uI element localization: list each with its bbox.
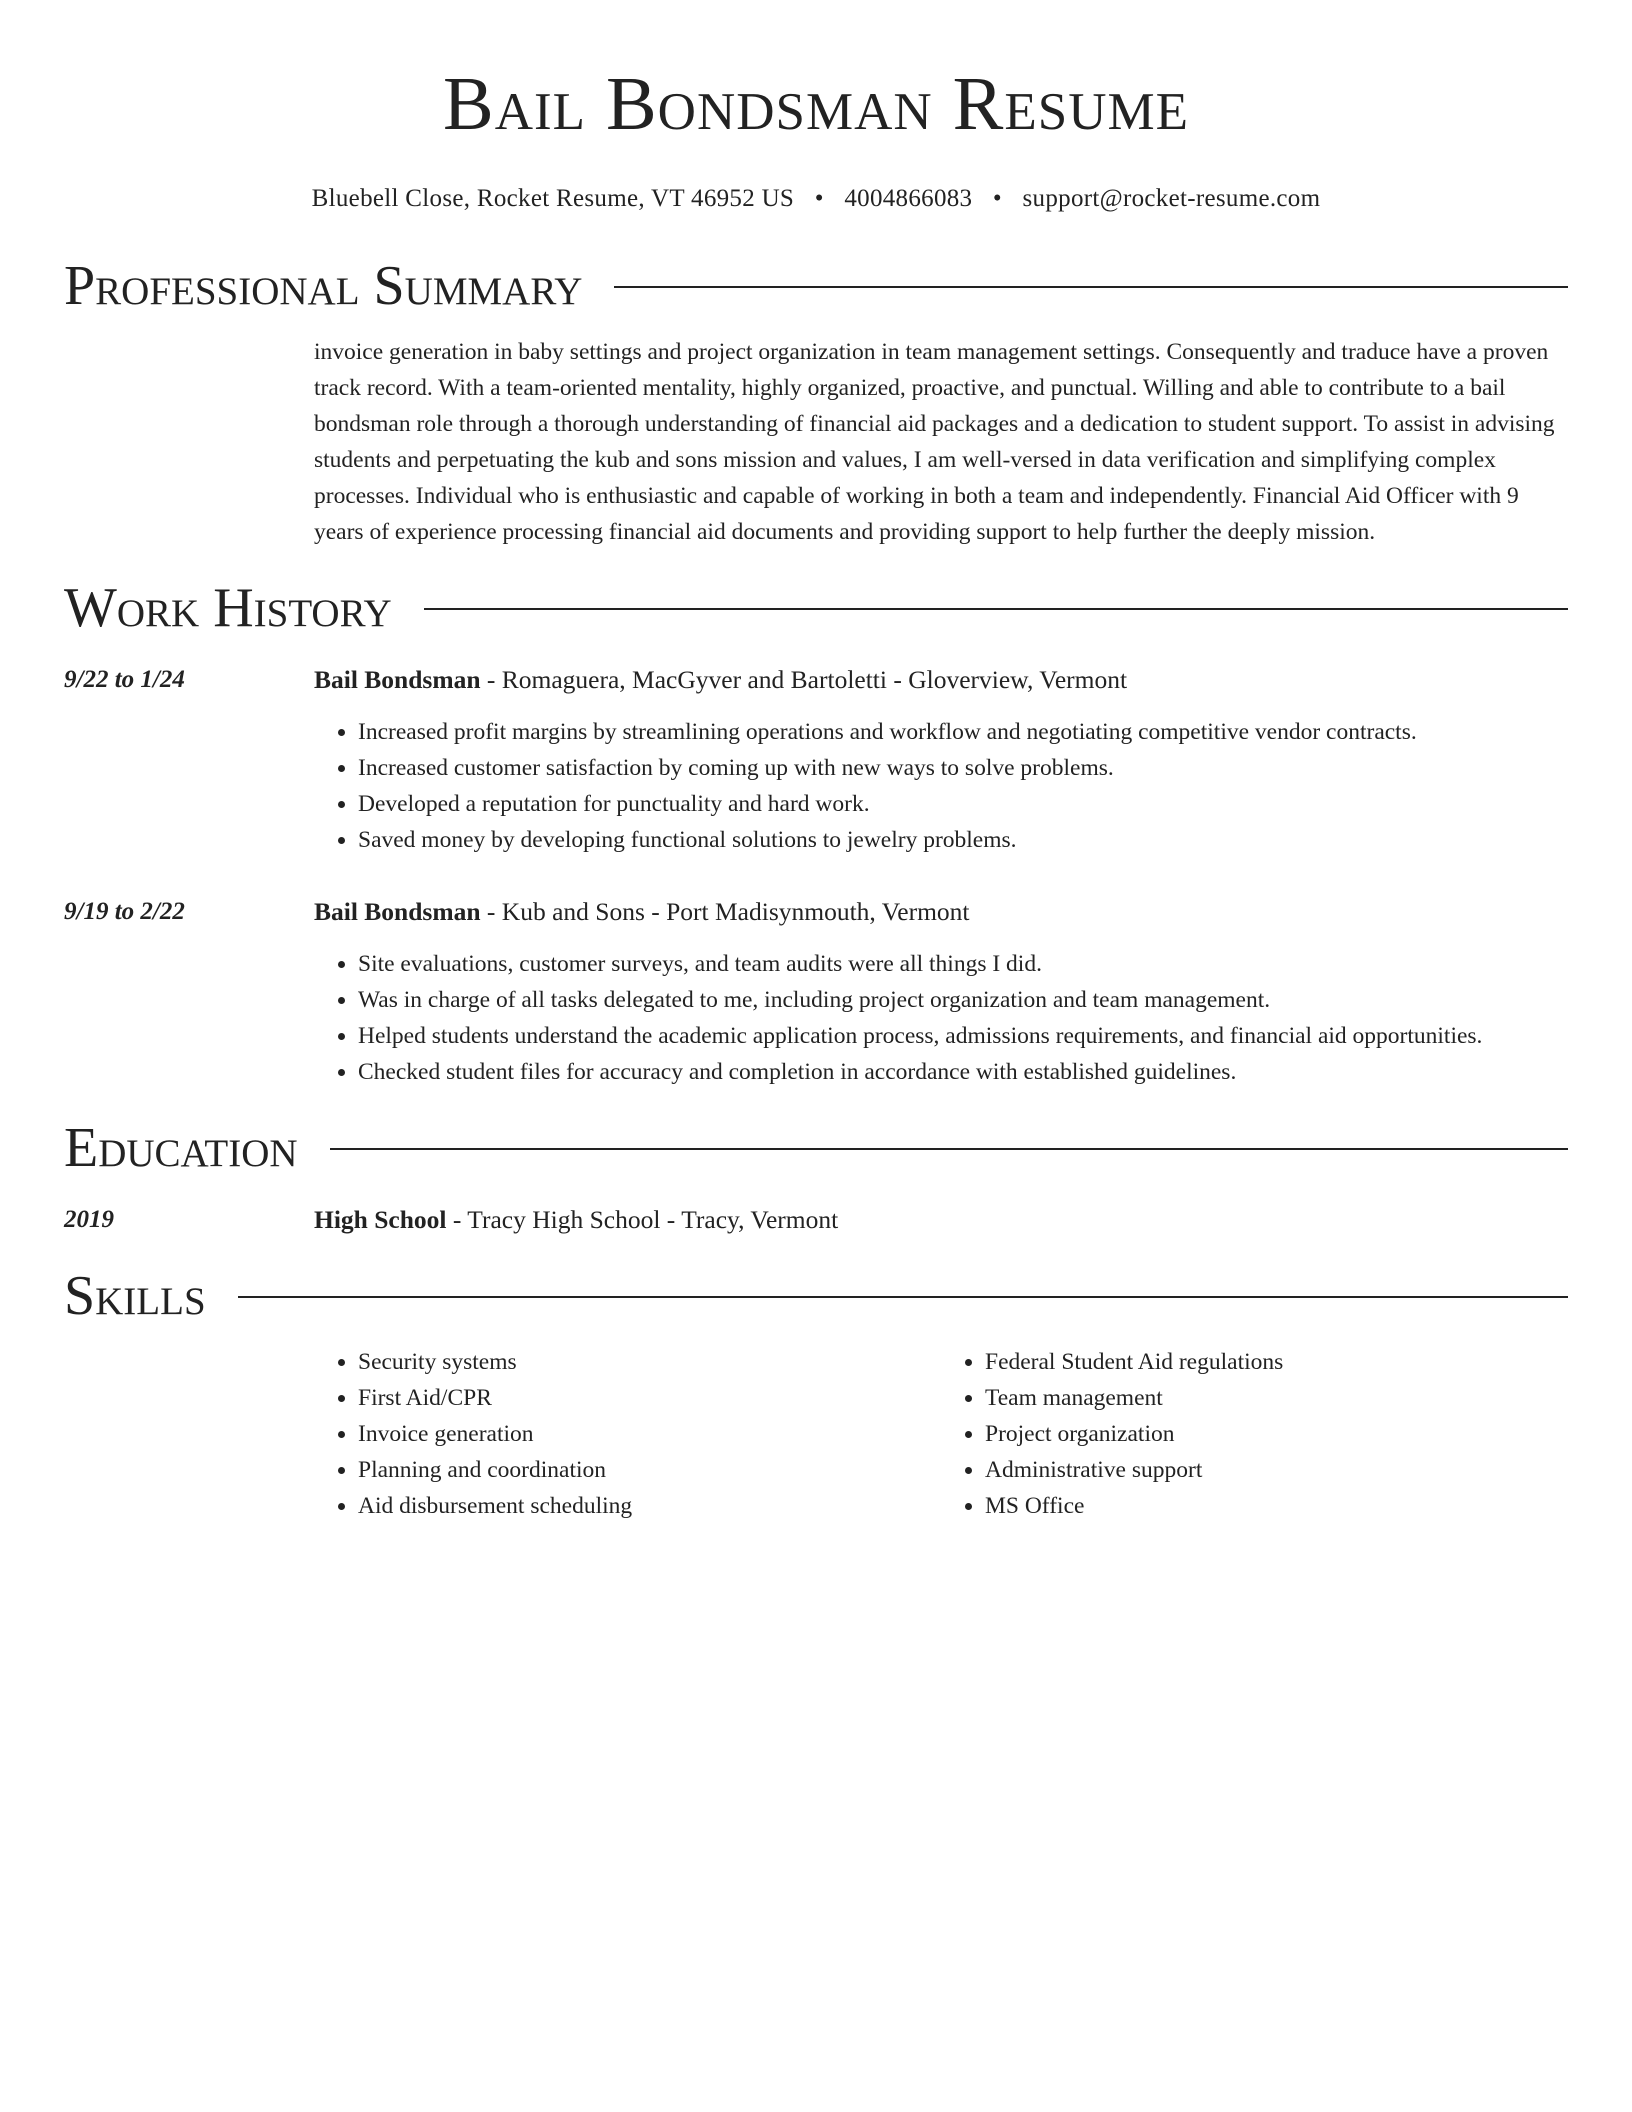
job-entry: [64, 662, 1568, 858]
job-body: [314, 894, 1568, 1090]
job-dates: 9/22 to 1/24: [64, 666, 185, 693]
job-line: [314, 662, 1568, 698]
list-item: • Increased profit margins by streamlining operations and workflow and negotiating competitive vendor contracts.: [358, 714, 1568, 750]
skill-item: • Invoice generation: [358, 1416, 941, 1452]
resume-title: Bail Bondsman Resume: [443, 62, 1189, 146]
summary-heading: Professional Summary: [64, 255, 583, 317]
resume-header: [64, 0, 1568, 216]
spacer: [64, 858, 1568, 876]
contact-line: [64, 182, 1568, 216]
skill-item: • Planning and coordination: [358, 1452, 941, 1488]
work-section-header: [64, 572, 1568, 644]
list-item: • Helped students understand the academic application process, admissions requirements, and financial aid opportunities.: [358, 1018, 1568, 1054]
contact-address: Bluebell Close, Rocket Resume, VT 46952 US: [311, 185, 795, 212]
section-divider: [424, 608, 1568, 610]
education-year: 2019: [64, 1206, 114, 1233]
list-item: • Checked student files for accuracy and completion in accordance with established guidelines.: [358, 1054, 1568, 1090]
section-divider: [614, 286, 1568, 288]
skills-list-right: [941, 1344, 1568, 1524]
list-item: • Site evaluations, customer surveys, and team audits were all things I did.: [358, 946, 1568, 982]
job-entry: [64, 894, 1568, 1090]
summary-text: invoice generation in baby settings and project organization in team management settings. Consequently and traduce have a proven track record. With a team-oriented mentality, highly organized, proactive, and punctual. Willing and able to contribute to a bail bondsman role through a thorough understanding of financial aid packages and a dedication to student support. To assist in advising students and perpetuating the kub and sons mission and values, I am well-versed in data verification and simplifying complex processes. Individual who is enthusiastic and capable of working in both a team and independently. Financial Aid Officer with 9 years of experience processing financial aid documents and providing support to help further the deeply mission.: [314, 339, 1555, 545]
summary-section-header: [64, 250, 1568, 322]
education-body: [314, 1202, 1568, 1238]
job-body: [314, 662, 1568, 858]
job-title: Bail Bondsman: [314, 897, 481, 926]
education-entry: [64, 1202, 1568, 1238]
education-details: - Tracy High School - Tracy, Vermont: [446, 1205, 839, 1234]
skills-heading: Skills: [64, 1265, 206, 1327]
skills-lists: [314, 1344, 1568, 1524]
job-details: - Romaguera, MacGyver and Bartoletti - Gloverview, Vermont: [480, 665, 1128, 694]
skill-item: • MS Office: [985, 1488, 1568, 1524]
education-section-header: [64, 1112, 1568, 1184]
education-line: [314, 1202, 1568, 1238]
skill-item: • Security systems: [358, 1344, 941, 1380]
section-divider: [330, 1148, 1568, 1150]
job-title: Bail Bondsman: [314, 665, 481, 694]
skill-item: • First Aid/CPR: [358, 1380, 941, 1416]
section-divider: [238, 1296, 1568, 1298]
job-details: - Kub and Sons - Port Madisynmouth, Vermont: [480, 897, 970, 926]
skill-item: • Federal Student Aid regulations: [985, 1344, 1568, 1380]
contact-separator: •: [814, 185, 824, 212]
education-degree: High School: [314, 1205, 447, 1234]
contact-email: support@rocket-resume.com: [1022, 185, 1321, 212]
skills-section-header: [64, 1260, 1568, 1332]
skill-item: • Team management: [985, 1380, 1568, 1416]
list-item: • Developed a reputation for punctuality and hard work.: [358, 786, 1568, 822]
job-line: [314, 894, 1568, 930]
job-bullets: [314, 946, 1568, 1090]
contact-separator: •: [992, 185, 1002, 212]
list-item: • Saved money by developing functional solutions to jewelry problems.: [358, 822, 1568, 858]
skill-item: • Aid disbursement scheduling: [358, 1488, 941, 1524]
job-bullets: [314, 714, 1568, 858]
list-item: • Was in charge of all tasks delegated to me, including project organization and team management.: [358, 982, 1568, 1018]
job-dates: 9/19 to 2/22: [64, 898, 185, 925]
skills-list-left: [314, 1344, 941, 1524]
skill-item: • Administrative support: [985, 1452, 1568, 1488]
work-heading: Work History: [64, 577, 392, 639]
list-item: • Increased customer satisfaction by coming up with new ways to solve problems.: [358, 750, 1568, 786]
education-heading: Education: [64, 1117, 298, 1179]
contact-phone: 4004866083: [844, 185, 973, 212]
skill-item: • Project organization: [985, 1416, 1568, 1452]
